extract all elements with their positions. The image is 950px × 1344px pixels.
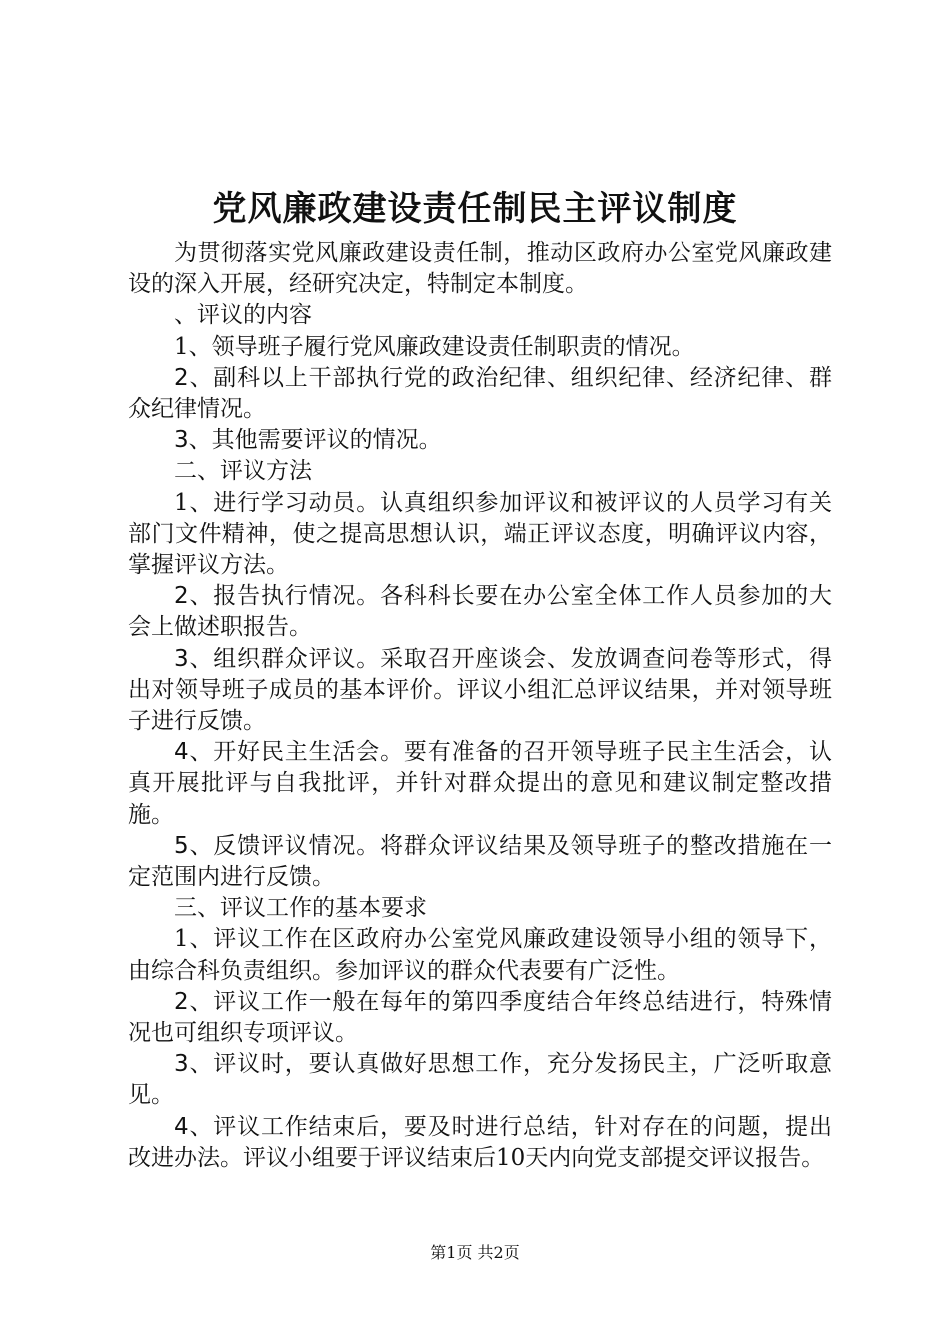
paragraph-text: 1、进行学习动员。认真组织参加评议和被评议的人员学习有关部门文件精神，使之提高思想认识，端正评议态度，明确评议内容，掌握评议方法。 — [128, 489, 832, 579]
paragraph-text: 将群众评议结果及领导班子的整改措施在一定范围内进行反馈。 — [128, 832, 832, 891]
section-heading-1 — [128, 300, 832, 331]
paragraph-lead: 2、评议工作一般在每年的第四季度结合年终总结进行，特殊情况也可组织专项评议。 — [128, 988, 832, 1047]
list-item — [128, 987, 832, 1049]
paragraph-text: 为贯彻落实党风廉政建设责任制，推动区政府办公室党风廉政建设的深入开展，经研究决定，特制定本制度。 — [128, 240, 832, 298]
list-item — [128, 425, 832, 456]
list-item — [128, 363, 832, 425]
list-item — [128, 488, 832, 582]
document-title: 党风廉政建设责任制民主评议制度 — [212, 189, 738, 229]
paragraph-intro — [128, 238, 832, 300]
paragraph-text: 1、评议工作在区政府办公室党风廉政建设领导小组的领导下，由综合科负责组织。参加评议的群众代表要有广泛性。 — [128, 926, 832, 984]
list-item — [128, 644, 832, 738]
paragraph-text: 各科科长要在办公室全体工作人员参加的大会上做述职报告。 — [128, 583, 832, 641]
page-footer: 第1页 共2页 — [430, 1243, 520, 1262]
section-heading-3 — [128, 893, 832, 924]
paragraph-text: 要有准备的召开领导班子民主生活会，认真开展批评与自我批评，并针对群众提出的意见和建议制定整改措施。 — [128, 739, 832, 828]
paragraph-lead: 3、组织群众评议。 — [174, 645, 381, 672]
list-item — [128, 924, 832, 986]
paragraph-lead: 3、评议时，要认真做好思想工作，充分发扬民主，广泛听取意见。 — [128, 1051, 832, 1109]
list-item — [128, 1049, 832, 1111]
paragraph-lead: 3、其他需要评议的情况。 — [174, 427, 442, 454]
list-item — [128, 332, 832, 363]
paragraph-lead: 4、开好民主生活会。 — [174, 739, 404, 766]
paragraph-text: 1、领导班子履行党风廉政建设责任制职责的情况。 — [174, 333, 695, 360]
paragraph-lead: 2、报告执行情况。 — [174, 583, 381, 610]
paragraph-lead: 2、副科以上干部执行党的政治纪律、组织纪律、经济纪律、群众纪律情况。 — [128, 364, 832, 423]
paragraph-lead: 三、评议工作的基本要求 — [174, 895, 427, 922]
paragraph-lead: 4、评议工作结束后，要及时进行总结，针对存在的问题，提出改进办法。 — [128, 1113, 832, 1171]
list-item — [128, 831, 832, 893]
section-heading-2 — [128, 456, 832, 487]
paragraph-text: 评议小组要于评议结束后10天内向党支部提交评议报告。 — [243, 1144, 825, 1171]
list-item — [128, 737, 832, 831]
paragraph-lead: 二、评议方法 — [174, 458, 312, 485]
list-item — [128, 581, 832, 643]
list-item — [128, 1112, 832, 1174]
paragraph-lead: 5、反馈评议情况。 — [174, 832, 381, 859]
document-body — [128, 238, 832, 1174]
paragraph-text: 、评议的内容 — [174, 302, 312, 329]
paragraph-text: 采取召开座谈会、发放调查问卷等形式，得出对领导班子成员的基本评价。评议小组汇总评议结果，并对领导班子进行反馈。 — [128, 645, 832, 735]
